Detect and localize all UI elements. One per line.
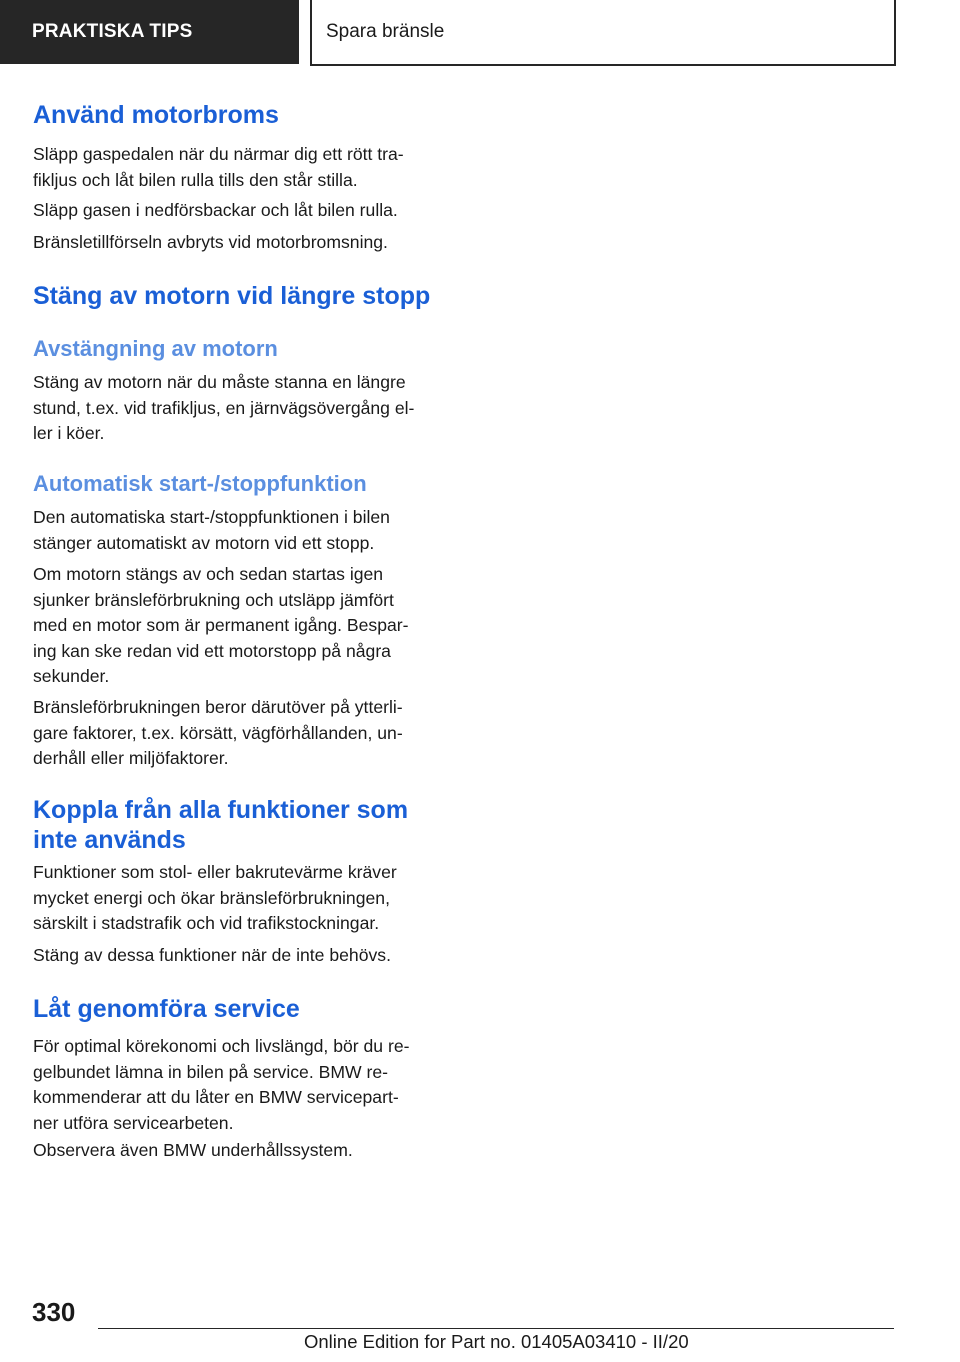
section-tab: PRAKTISKA TIPS	[0, 0, 299, 64]
paragraph	[33, 198, 463, 224]
heading-line: inte används	[33, 826, 186, 854]
text-line: kommenderar att du låter en BMW servicepart-	[33, 1087, 399, 1107]
paragraph	[33, 943, 463, 969]
text-line: Om motorn stängs av och sedan startas igen	[33, 564, 384, 584]
paragraph	[33, 1138, 463, 1164]
edition-footer: Online Edition for Part no. 01405A03410 - II/20	[304, 1331, 689, 1352]
subsection-heading: Avstängning av motorn	[33, 336, 278, 361]
paragraph	[33, 505, 463, 556]
page-number: 330	[32, 1297, 76, 1327]
text-line: derhåll eller miljöfaktorer.	[33, 748, 229, 768]
heading-line: Koppla från alla funktioner som	[33, 796, 409, 824]
section-heading: Använd motorbroms	[33, 101, 279, 129]
text-line: ler i köer.	[33, 423, 105, 443]
text-line: Stäng av dessa funktioner när de inte behövs.	[33, 945, 391, 965]
text-line: fikljus och låt bilen rulla tills den står stilla.	[33, 169, 358, 190]
topic-tab: Spara bränsle	[310, 0, 896, 66]
section-heading: Stäng av motorn vid längre stopp	[33, 282, 431, 310]
text-line: gare faktorer, t.ex. körsätt, vägförhållanden, un-	[33, 722, 403, 743]
section-heading	[33, 795, 463, 855]
text-line: med en motor som är permanent igång. Bespar-	[33, 615, 409, 635]
text-line: Bränsleförbrukningen beror därutöver på ytterli-	[33, 697, 403, 717]
footer-divider	[98, 1328, 894, 1329]
text-line: För optimal körekonomi och livslängd, bör du re-	[33, 1036, 410, 1056]
text-line: Stäng av motorn när du måste stanna en längre	[33, 372, 406, 392]
text-line: Släpp gasen i nedförsbackar och låt bilen rulla.	[33, 200, 398, 220]
text-line: ing kan ske redan vid ett motorstopp på några	[33, 640, 391, 661]
text-line: stänger automatiskt av motorn vid ett stopp.	[33, 532, 375, 553]
text-line: sekunder.	[33, 666, 110, 686]
text-line: Observera även BMW underhållssystem.	[33, 1140, 353, 1160]
text-line: Bränsletillförseln avbryts vid motorbromsning.	[33, 232, 388, 252]
paragraph	[33, 370, 463, 447]
text-line: Den automatiska start-/stoppfunktionen i bilen	[33, 507, 390, 527]
text-line: ner utföra servicearbeten.	[33, 1112, 234, 1133]
paragraph	[33, 562, 463, 690]
paragraph	[33, 695, 463, 772]
text-line: stund, t.ex. vid trafikljus, en järnvägsövergång el-	[33, 397, 415, 418]
paragraph	[33, 142, 463, 193]
subsection-heading: Automatisk start-/stoppfunktion	[33, 471, 367, 496]
text-line: Funktioner som stol- eller bakrutevärme kräver	[33, 862, 397, 882]
text-line: sjunker bränsleförbrukning och utsläpp jämfört	[33, 589, 394, 610]
text-line: mycket energi och ökar bränsleförbrukningen,	[33, 887, 390, 908]
section-heading: Låt genomföra service	[33, 995, 300, 1023]
text-line: gelbundet lämna in bilen på service. BMW re-	[33, 1061, 388, 1082]
paragraph	[33, 1034, 463, 1136]
text-line: Släpp gaspedalen när du närmar dig ett rött tra-	[33, 144, 404, 164]
text-line: särskilt i stadstrafik och vid trafikstockningar.	[33, 913, 380, 933]
paragraph	[33, 230, 463, 256]
paragraph	[33, 860, 463, 937]
page-header	[0, 0, 960, 66]
